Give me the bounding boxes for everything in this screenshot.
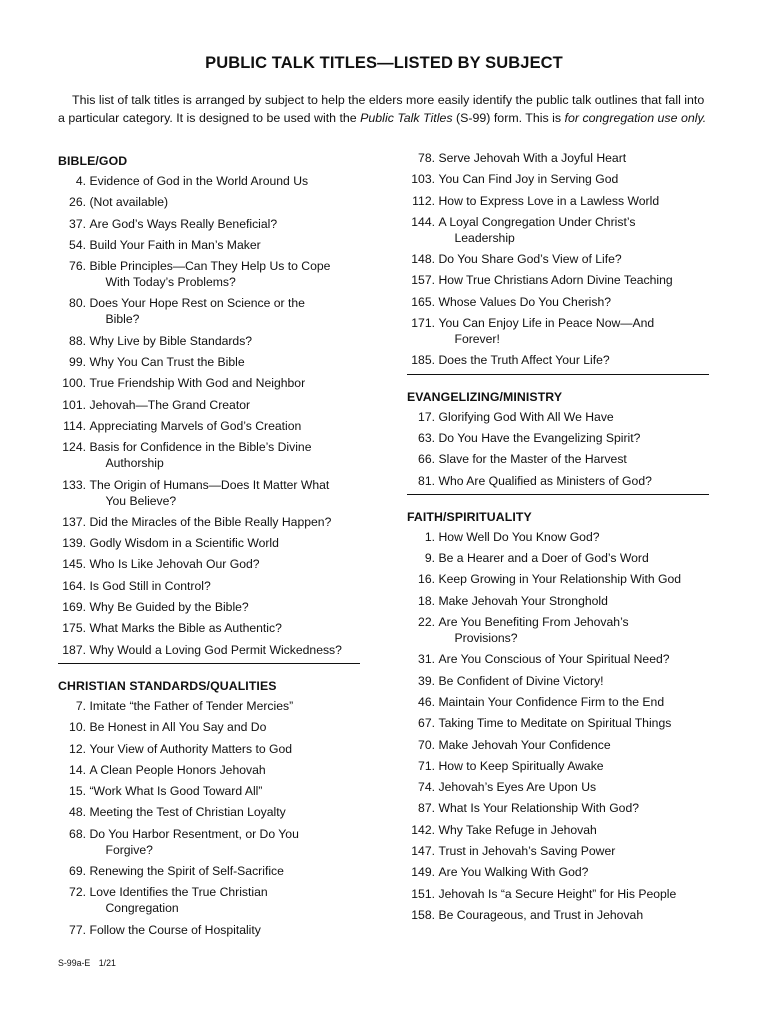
talk-title-text: Love Identifies the True Christian xyxy=(89,885,268,900)
talk-title xyxy=(439,737,710,753)
talk-item xyxy=(58,620,360,636)
talk-item xyxy=(58,477,360,509)
talk-title-text: How to Express Love in a Lawless World xyxy=(438,193,660,208)
talk-title-text: Appreciating Marvels of God’s Creation xyxy=(89,418,302,433)
talk-title-text: Make Jehovah Your Stronghold xyxy=(438,593,608,608)
talk-title-text: Do You Have the Evangelizing Spirit? xyxy=(438,430,641,445)
talk-title-text: How True Christians Adorn Divine Teaching xyxy=(438,273,673,288)
talk-number: 133. xyxy=(62,477,86,492)
talk-item xyxy=(407,352,709,368)
talk-title-text: Build Your Faith in Man’s Maker xyxy=(89,237,261,252)
talk-item xyxy=(58,375,360,391)
talk-title xyxy=(439,315,710,347)
intro-text-2: (S-99) form. This is xyxy=(452,110,565,125)
talk-title xyxy=(90,333,361,349)
talk-number: 99. xyxy=(69,355,86,370)
talk-number: 157. xyxy=(411,273,435,288)
talk-title xyxy=(90,216,361,232)
talk-item xyxy=(407,473,709,489)
talk-number: 17. xyxy=(418,409,435,424)
talk-item xyxy=(58,922,360,938)
talk-number: 149. xyxy=(411,865,435,880)
talk-title-continuation: Bible? xyxy=(105,312,140,327)
talk-number: 14. xyxy=(69,762,86,777)
talk-number: 22. xyxy=(418,615,435,630)
talk-number: 63. xyxy=(418,430,435,445)
talk-number: 124. xyxy=(62,440,86,455)
talk-title xyxy=(90,826,361,858)
talk-title xyxy=(439,843,710,859)
talk-number: 175. xyxy=(62,621,86,636)
talk-item xyxy=(407,694,709,710)
talk-title-text: Do You Harbor Resentment, or Do You xyxy=(89,826,299,841)
talk-title-text: Who Are Qualified as Ministers of God? xyxy=(438,473,652,488)
talk-title xyxy=(439,715,710,731)
talk-title-text: Keep Growing in Your Relationship With God xyxy=(438,572,682,587)
talk-item xyxy=(58,863,360,879)
talk-title xyxy=(439,171,710,187)
talk-title-text: Why Would a Loving God Permit Wickedness? xyxy=(89,642,342,657)
talk-title xyxy=(90,642,361,658)
talk-title-text: Are You Walking With God? xyxy=(438,865,589,880)
talk-title-text: What Is Your Relationship With God? xyxy=(438,801,640,816)
talk-title xyxy=(439,430,710,446)
talk-title xyxy=(439,864,710,880)
talk-number: 66. xyxy=(418,452,435,467)
talk-item xyxy=(407,737,709,753)
right-column xyxy=(407,150,709,928)
talk-item xyxy=(58,397,360,413)
talk-title-text: A Clean People Honors Jehovah xyxy=(89,762,266,777)
talk-title-text: Whose Values Do You Cherish? xyxy=(438,294,612,309)
talk-title-text: Does the Truth Affect Your Life? xyxy=(438,353,610,368)
talk-item xyxy=(407,409,709,425)
talk-title xyxy=(90,804,361,820)
talk-number: 76. xyxy=(69,259,86,274)
talk-title-text: Slave for the Master of the Harvest xyxy=(438,452,627,467)
talk-title-text: Follow the Course of Hospitality xyxy=(89,922,261,937)
talk-number: 145. xyxy=(62,557,86,572)
talk-list-faith-spirituality xyxy=(407,529,709,923)
talk-item xyxy=(58,354,360,370)
talk-title xyxy=(439,614,710,646)
talk-item xyxy=(58,535,360,551)
talk-item xyxy=(58,698,360,714)
talk-title xyxy=(90,741,361,757)
talk-item xyxy=(407,315,709,347)
talk-number: 112. xyxy=(412,193,435,208)
intro-form-name: Public Talk Titles xyxy=(360,110,453,125)
talk-item xyxy=(58,333,360,349)
talk-item xyxy=(407,779,709,795)
talk-number: 185. xyxy=(411,353,435,368)
talk-title xyxy=(439,758,710,774)
talk-title xyxy=(90,477,361,509)
footer xyxy=(58,958,122,968)
talk-item xyxy=(407,864,709,880)
talk-title-text: Renewing the Spirit of Self-Sacrifice xyxy=(89,864,284,879)
talk-number: 54. xyxy=(69,237,86,252)
talk-title-text: Be Honest in All You Say and Do xyxy=(89,720,267,735)
talk-title-text: “Work What Is Good Toward All” xyxy=(89,784,263,799)
talk-number: 169. xyxy=(62,600,86,615)
talk-number: 72. xyxy=(69,885,86,900)
page-title: PUBLIC TALK TITLES—LISTED BY SUBJECT xyxy=(205,54,563,72)
talk-title-text: Are God’s Ways Really Beneficial? xyxy=(89,216,278,231)
talk-title-text: Evidence of God in the World Around Us xyxy=(89,174,309,188)
talk-title xyxy=(439,651,710,667)
talk-item xyxy=(407,529,709,545)
talk-title-continuation: You Believe? xyxy=(105,493,177,508)
talk-title-text: Did the Miracles of the Bible Really Happen? xyxy=(89,514,332,529)
talk-title xyxy=(439,272,710,288)
talk-title-text: The Origin of Humans—Does It Matter What xyxy=(89,477,330,492)
talk-list-bible-god xyxy=(58,173,360,658)
talk-title xyxy=(439,193,710,209)
talk-title-continuation: Authorship xyxy=(105,456,164,471)
section-divider xyxy=(58,663,360,664)
talk-item xyxy=(407,550,709,566)
talk-title-text: Serve Jehovah With a Joyful Heart xyxy=(438,151,627,165)
talk-title-text: Bible Principles—Can They Help Us to Cope xyxy=(89,259,331,274)
talk-number: 100. xyxy=(62,376,86,391)
talk-title-text: Taking Time to Meditate on Spiritual Things xyxy=(438,716,672,731)
talk-title-continuation: Congregation xyxy=(105,901,179,916)
talk-title xyxy=(439,886,710,902)
talk-number: 39. xyxy=(418,673,435,688)
talk-item xyxy=(58,418,360,434)
talk-title-text: How Well Do You Know God? xyxy=(438,529,600,544)
talk-title xyxy=(439,251,710,267)
talk-number: 18. xyxy=(418,593,435,608)
talk-title-text: A Loyal Congregation Under Christ’s xyxy=(438,214,636,229)
intro-text: This list of talk titles is arranged by subject to help the elders more easily identify the public talk outlines that fall into a particular category. It is designed to be used with the xyxy=(58,93,705,125)
talk-list-christian-standards-part2 xyxy=(407,150,709,368)
talk-title xyxy=(439,352,710,368)
talk-number: 78. xyxy=(418,151,435,165)
talk-item xyxy=(407,150,709,166)
talk-item xyxy=(58,556,360,572)
talk-title-continuation: With Today’s Problems? xyxy=(105,275,236,290)
section-divider xyxy=(407,374,709,375)
talk-title xyxy=(90,535,361,551)
talk-title-text: Jehovah Is “a Secure Height” for His People xyxy=(438,886,677,901)
talk-item xyxy=(407,822,709,838)
talk-title-text: Be Confident of Divine Victory! xyxy=(438,673,604,688)
talk-title xyxy=(439,779,710,795)
talk-number: 26. xyxy=(69,195,86,210)
talk-number: 9. xyxy=(424,551,435,566)
talk-title xyxy=(439,150,710,166)
talk-title-text: Maintain Your Confidence Firm to the End xyxy=(438,694,665,709)
talk-number: 101. xyxy=(62,397,86,412)
talk-item xyxy=(58,642,360,658)
section-title-faith-spirituality: FAITH/SPIRITUALITY xyxy=(407,509,532,524)
talk-title xyxy=(439,822,710,838)
talk-title-text: (Not available) xyxy=(89,195,169,210)
talk-title xyxy=(90,719,361,735)
talk-title-text: How to Keep Spiritually Awake xyxy=(438,758,604,773)
talk-number: 67. xyxy=(418,716,435,731)
talk-title-text: Jehovah—The Grand Creator xyxy=(89,397,251,412)
talk-number: 68. xyxy=(69,826,86,841)
talk-title-text: Is God Still in Control? xyxy=(89,578,211,593)
talk-number: 74. xyxy=(418,780,435,795)
talk-title-text: Why Be Guided by the Bible? xyxy=(89,600,249,615)
talk-item xyxy=(407,171,709,187)
talk-number: 87. xyxy=(418,801,435,816)
talk-title xyxy=(439,593,710,609)
talk-item xyxy=(58,762,360,778)
talk-title xyxy=(90,863,361,879)
talk-title-text: You Can Enjoy Life in Peace Now—And xyxy=(438,316,655,331)
talk-number: 69. xyxy=(69,864,86,879)
talk-item xyxy=(58,194,360,210)
talk-title xyxy=(90,397,361,413)
talk-item xyxy=(407,193,709,209)
talk-item xyxy=(407,651,709,667)
talk-title xyxy=(90,173,361,189)
talk-number: 144. xyxy=(411,214,435,229)
talk-number: 137. xyxy=(62,514,86,529)
talk-number: 70. xyxy=(418,737,435,752)
talk-item xyxy=(58,783,360,799)
talk-title-text: Meeting the Test of Christian Loyalty xyxy=(89,805,286,820)
talk-number: 31. xyxy=(418,652,435,667)
talk-title-text: Does Your Hope Rest on Science or the xyxy=(89,296,305,311)
left-column xyxy=(58,150,360,943)
talk-number: 48. xyxy=(69,805,86,820)
talk-title-text: Be Courageous, and Trust in Jehovah xyxy=(438,907,644,922)
talk-title-text: Why Live by Bible Standards? xyxy=(89,333,253,348)
talk-number: 37. xyxy=(69,216,86,231)
talk-title xyxy=(90,884,361,916)
talk-title-text: True Friendship With God and Neighbor xyxy=(89,376,306,391)
talk-title xyxy=(439,673,710,689)
talk-title-continuation: Leadership xyxy=(454,230,515,245)
talk-item xyxy=(58,599,360,615)
talk-number: 151. xyxy=(411,886,435,901)
section-title-evangelizing: EVANGELIZING/MINISTRY xyxy=(407,389,563,404)
talk-number: 46. xyxy=(418,694,435,709)
talk-title-text: Why Take Refuge in Jehovah xyxy=(438,822,597,837)
talk-title-text: Basis for Confidence in the Bible’s Divine xyxy=(89,440,312,455)
talk-title xyxy=(90,783,361,799)
talk-title xyxy=(90,418,361,434)
talk-number: 114. xyxy=(63,418,86,433)
talk-number: 77. xyxy=(69,922,86,937)
talk-number: 88. xyxy=(69,333,86,348)
talk-title xyxy=(90,698,361,714)
talk-number: 71. xyxy=(418,758,435,773)
talk-item xyxy=(407,451,709,467)
talk-item xyxy=(407,843,709,859)
talk-number: 171. xyxy=(411,316,435,331)
talk-number: 10. xyxy=(69,720,86,735)
talk-title xyxy=(90,599,361,615)
talk-number: 164. xyxy=(62,578,86,593)
talk-title-text: Make Jehovah Your Confidence xyxy=(438,737,611,752)
talk-number: 158. xyxy=(411,907,435,922)
intro-emphasis: for congregation use only. xyxy=(564,110,707,125)
talk-title xyxy=(439,550,710,566)
talk-title-continuation: Forgive? xyxy=(105,842,153,857)
talk-title-text: Imitate “the Father of Tender Mercies” xyxy=(89,698,294,713)
talk-item xyxy=(407,251,709,267)
talk-item xyxy=(58,826,360,858)
talk-title-text: Godly Wisdom in a Scientific World xyxy=(89,536,279,551)
talk-number: 12. xyxy=(69,741,86,756)
talk-item xyxy=(407,294,709,310)
talk-title xyxy=(439,694,710,710)
talk-item xyxy=(58,216,360,232)
talk-title xyxy=(439,451,710,467)
form-code: S-99a-E xyxy=(58,958,91,968)
talk-title xyxy=(90,258,361,290)
talk-item xyxy=(58,173,360,189)
section-title-bible-god: BIBLE/GOD xyxy=(58,154,128,168)
talk-title xyxy=(90,354,361,370)
talk-number: 4. xyxy=(75,174,86,188)
talk-item xyxy=(407,907,709,923)
talk-title-continuation: Forever! xyxy=(454,332,500,347)
talk-title xyxy=(439,473,710,489)
talk-number: 187. xyxy=(62,642,86,657)
talk-item xyxy=(407,272,709,288)
talk-number: 103. xyxy=(411,172,435,187)
talk-title xyxy=(90,514,361,530)
talk-title xyxy=(90,762,361,778)
talk-list-evangelizing xyxy=(407,409,709,489)
talk-item xyxy=(58,237,360,253)
talk-title-text: You Can Find Joy in Serving God xyxy=(438,172,619,187)
talk-number: 81. xyxy=(418,473,435,488)
talk-number: 1. xyxy=(424,529,435,544)
talk-title xyxy=(90,922,361,938)
talk-item xyxy=(407,886,709,902)
talk-title-continuation: Provisions? xyxy=(454,631,518,646)
talk-title-text: Do You Share God’s View of Life? xyxy=(438,252,622,267)
talk-item xyxy=(58,578,360,594)
talk-item xyxy=(58,741,360,757)
talk-item xyxy=(407,430,709,446)
talk-title xyxy=(439,214,710,246)
talk-list-christian-standards-part1 xyxy=(58,698,360,938)
talk-item xyxy=(407,571,709,587)
talk-number: 7. xyxy=(75,698,86,713)
talk-title xyxy=(90,194,361,210)
talk-title-text: Trust in Jehovah’s Saving Power xyxy=(438,844,616,859)
form-date: 1/21 xyxy=(98,958,116,968)
talk-item xyxy=(58,258,360,290)
talk-title xyxy=(90,578,361,594)
talk-title xyxy=(439,294,710,310)
talk-title-text: Who Is Like Jehovah Our God? xyxy=(89,557,260,572)
talk-title-text: Your View of Authority Matters to God xyxy=(89,741,293,756)
talk-item xyxy=(58,439,360,471)
section-divider xyxy=(407,494,709,495)
talk-title xyxy=(439,529,710,545)
intro-paragraph xyxy=(58,92,710,127)
talk-number: 147. xyxy=(411,844,435,859)
talk-title-text: What Marks the Bible as Authentic? xyxy=(89,621,282,636)
talk-number: 142. xyxy=(411,822,435,837)
talk-title xyxy=(439,571,710,587)
talk-title-text: Jehovah’s Eyes Are Upon Us xyxy=(438,780,597,795)
talk-title xyxy=(90,439,361,471)
talk-item xyxy=(58,295,360,327)
talk-title xyxy=(90,556,361,572)
talk-number: 165. xyxy=(411,294,435,309)
talk-title xyxy=(90,295,361,327)
talk-item xyxy=(407,673,709,689)
talk-item xyxy=(407,800,709,816)
talk-title-text: Are You Benefiting From Jehovah’s xyxy=(438,615,629,630)
talk-title xyxy=(439,907,710,923)
talk-title xyxy=(90,237,361,253)
talk-title xyxy=(90,620,361,636)
talk-title-text: Why You Can Trust the Bible xyxy=(89,355,245,370)
talk-number: 80. xyxy=(69,296,86,311)
talk-item xyxy=(58,804,360,820)
talk-item xyxy=(407,593,709,609)
talk-item xyxy=(58,514,360,530)
talk-item xyxy=(407,614,709,646)
talk-title xyxy=(439,800,710,816)
talk-number: 15. xyxy=(69,784,86,799)
talk-number: 148. xyxy=(411,252,435,267)
talk-item xyxy=(407,715,709,731)
talk-item xyxy=(58,719,360,735)
talk-number: 16. xyxy=(418,572,435,587)
talk-title-text: Be a Hearer and a Doer of God’s Word xyxy=(438,551,649,566)
talk-title-text: Are You Conscious of Your Spiritual Need? xyxy=(438,652,670,667)
talk-title-text: Glorifying God With All We Have xyxy=(438,409,614,424)
section-title-christian-standards: CHRISTIAN STANDARDS/QUALITIES xyxy=(58,678,277,693)
talk-item xyxy=(58,884,360,916)
talk-item xyxy=(407,758,709,774)
talk-item xyxy=(407,214,709,246)
talk-title xyxy=(90,375,361,391)
talk-title xyxy=(439,409,710,425)
talk-number: 139. xyxy=(62,536,86,551)
